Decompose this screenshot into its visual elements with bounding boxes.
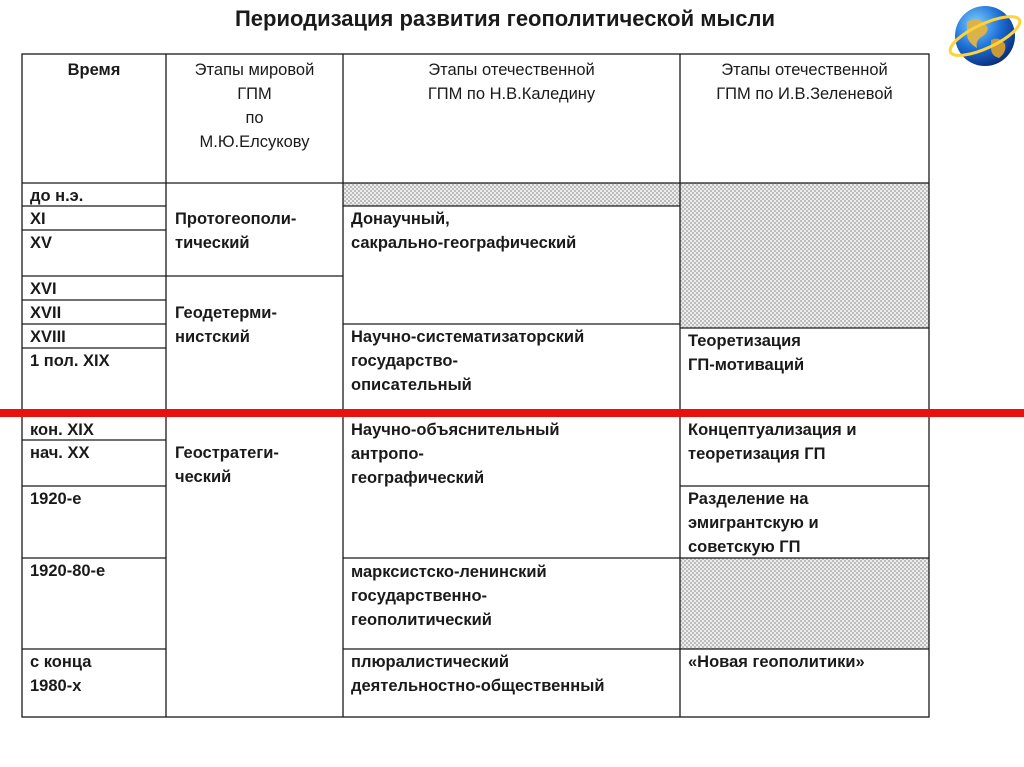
zeleneva-concept: Концептуализация и теоретизация ГП [688, 421, 857, 463]
page-title: Периодизация развития геополитической мысли [234, 6, 776, 31]
red-divider-line [0, 409, 1024, 417]
time-xi: XI [30, 210, 46, 228]
time-1920-80: 1920-80-е [30, 562, 106, 580]
kaledin-plural: плюралистический деятельностно-общественный [351, 653, 605, 695]
elsukov-geodet: Геодетерми- нистский [175, 304, 277, 346]
hatched-cell [680, 183, 929, 328]
elsukov-geostrat: Геостратеги- ческий [175, 444, 279, 486]
time-1920: 1920-е [30, 490, 82, 508]
header-zeleneva: Этапы отечественной ГПМ по И.В.Зеленевой [716, 61, 893, 103]
time-half-xix: 1 пол. XIX [30, 352, 110, 370]
header-kaledin: Этапы отечественной ГПМ по Н.В.Каледину [427, 61, 596, 103]
kaledin-marx: марксистско-ленинский государственно- геополитический [351, 563, 547, 629]
zeleneva-split: Разделение на эмигрантскую и советскую ГП [688, 490, 819, 556]
time-xvii: XVII [30, 304, 62, 322]
time-bc: до н.э. [30, 187, 84, 205]
time-xviii: XVIII [30, 328, 66, 346]
time-xvi: XVI [30, 280, 57, 298]
elsukov-proto: Протогеополи- тический [175, 210, 297, 252]
zeleneva-theor: Теоретизация ГП-мотиваций [688, 332, 805, 374]
time-xv: XV [30, 234, 53, 252]
zeleneva-new: «Новая геополитики» [688, 653, 865, 671]
time-end-xix: кон. XIX [30, 421, 94, 439]
hatched-cell [680, 558, 929, 649]
kaledin-danube: Донаучный, сакрально-географический [351, 210, 577, 252]
header-elsukov: Этапы мировой ГПМ по М.Ю.Елсукову [194, 61, 315, 151]
hatched-cell [343, 183, 680, 206]
time-from-1980: с конца 1980-х [30, 653, 92, 695]
kaledin-sys: Научно-систематизаторский государство- описательный [351, 328, 585, 394]
time-start-xx: нач. XX [30, 444, 90, 462]
header-time: Время [67, 61, 121, 79]
kaledin-expl: Научно-объяснительный антропо- географический [351, 421, 560, 487]
